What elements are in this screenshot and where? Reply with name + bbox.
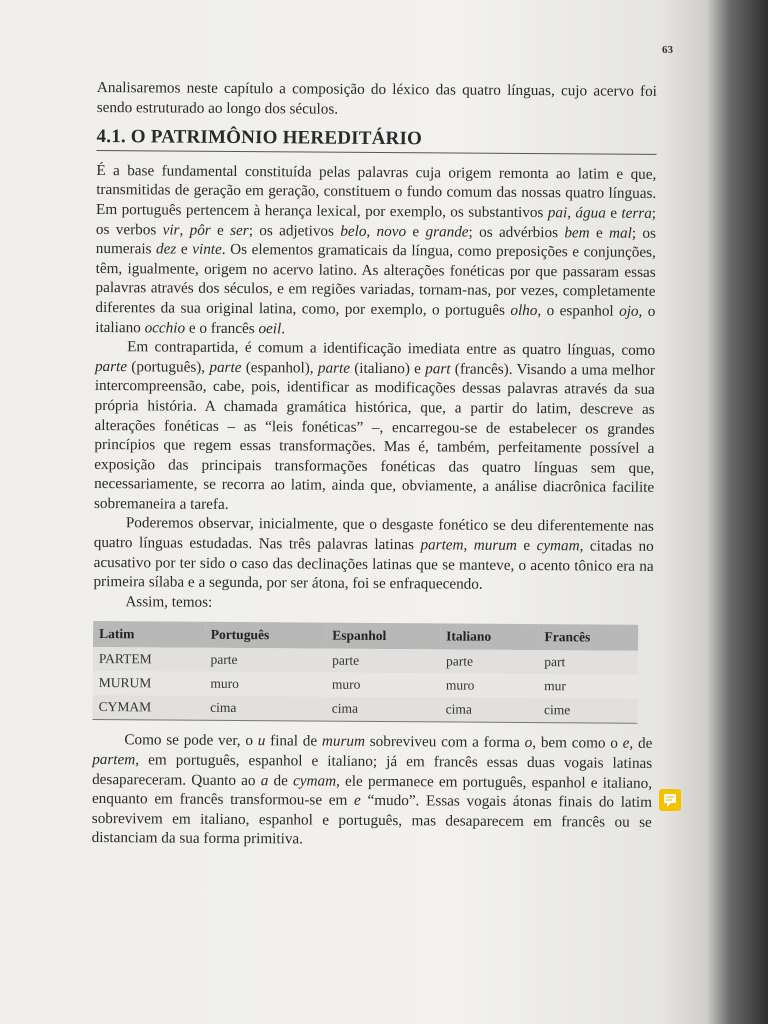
table-cell: CYMAM bbox=[93, 695, 205, 720]
table-row bbox=[93, 695, 638, 723]
table-header-cell: Português bbox=[210, 627, 270, 643]
table-cell: PARTEM bbox=[98, 651, 152, 667]
page-number: 63 bbox=[662, 44, 673, 56]
table-cell: cima bbox=[326, 697, 440, 722]
word-comparison-table bbox=[93, 621, 639, 724]
paragraph-4: Assim, temos: bbox=[125, 593, 213, 611]
table-cell: muro bbox=[331, 677, 361, 693]
table-header-cell: Italiano bbox=[446, 628, 492, 645]
section-title: 4.1. O PATRIMÔNIO HEREDITÁRIO bbox=[96, 127, 656, 155]
table-cell: parte bbox=[210, 652, 238, 668]
page-content bbox=[92, 78, 657, 852]
comment-note-icon[interactable] bbox=[659, 789, 681, 811]
table-cell: cima bbox=[440, 698, 538, 723]
paragraph-2: Em contrapartida, é comum a identificação imediata entre as quatro línguas, como parte (português), parte (espanhol), parte (italiano) e part (francês). Visando a uma melhor intercompreensão, cabe, pois, identificar as modificações dessas palavras através da sua própria história. A chamada gramática histórica, que, a partir do latim, descreve as alterações fonéticas – as “leis fonéticas” –, encarregou-se de estabelecer os grandes princípios que regem essas transformações. Mas é, também, perfeitamente possível a exposição das principais transformações fonéticas das quatro línguas sem que, necessariamente, se recorra ao latim, ainda que, obviamente, a análise diacrônica facilite sobremaneira a tarefa. bbox=[93, 338, 656, 513]
table-cell: muro bbox=[445, 677, 475, 694]
table-cell: parte bbox=[332, 653, 360, 669]
table-cell: MURUM bbox=[98, 675, 152, 691]
table-header-cell: Espanhol bbox=[332, 628, 387, 644]
table-header-cell: Francês bbox=[544, 629, 591, 645]
paragraph-5: Como se pode ver, o u final de murum sobreviveu com a forma o, bem como o e, de partem, em português, espanhol e italiano; já em francês essas duas vogais latinas desapareceram. Quanto ao a de cymam, ele permanece em português, espanhol e italiano, enquanto em francês transformou-se em e “mudo”. Essas vogais átonas finais do latim sobrevivem em italiano, espanhol e português, mas desaparecem em francês ou se distanciam da sua forma primitiva. bbox=[91, 731, 653, 848]
table-cell: parte bbox=[445, 653, 474, 670]
table-header-row bbox=[93, 621, 638, 651]
table-cell: cime bbox=[538, 699, 638, 724]
table-cell: muro bbox=[210, 676, 239, 692]
table-header-cell: Latim bbox=[99, 626, 135, 642]
intro-paragraph: Analisaremos neste capítulo a composição do léxico das quatro línguas, cujo acervo foi sendo estruturado ao longo dos séculos. bbox=[96, 78, 657, 118]
paragraph-1: É a base fundamental constituída pelas palavras cuja origem remonta ao latim e que, transmitidas de geração em geração, constituem o fundo comum das nossas quatro línguas. Em português pertencem à herança lexical, por exemplo, os substantivos pai, água e terra; os verbos vir, pôr e ser; os adjetivos belo, novo e grande; os advérbios bem e mal; os numerais dez e vinte. Os elementos gramaticais da língua, como preposições e conjunções, têm, igualmente, origem no acervo latino. As alterações fonéticas por que passaram essas palavras através dos séculos, e em regiões variadas, tornam-nas, por vezes, completamente diferentes da sua original latina, como, por exemplo, o português olho, o espanhol ojo, o italiano occhio e o francês oeil. bbox=[95, 161, 657, 337]
table-cell: cima bbox=[204, 696, 326, 721]
table-cell: mur bbox=[544, 678, 566, 694]
table-cell: part bbox=[544, 654, 566, 670]
paragraph-3: Poderemos observar, inicialmente, que o desgaste fonético se deu diferentemente nas quatro línguas estudadas. Nas três palavras latinas partem, murum e cymam, citadas no acusativo por ter sido o caso das declinações latinas que se manteve, o acento tônico era na primeira sílaba e a segunda, por ser átona, foi se enfraquecendo. bbox=[93, 514, 654, 593]
